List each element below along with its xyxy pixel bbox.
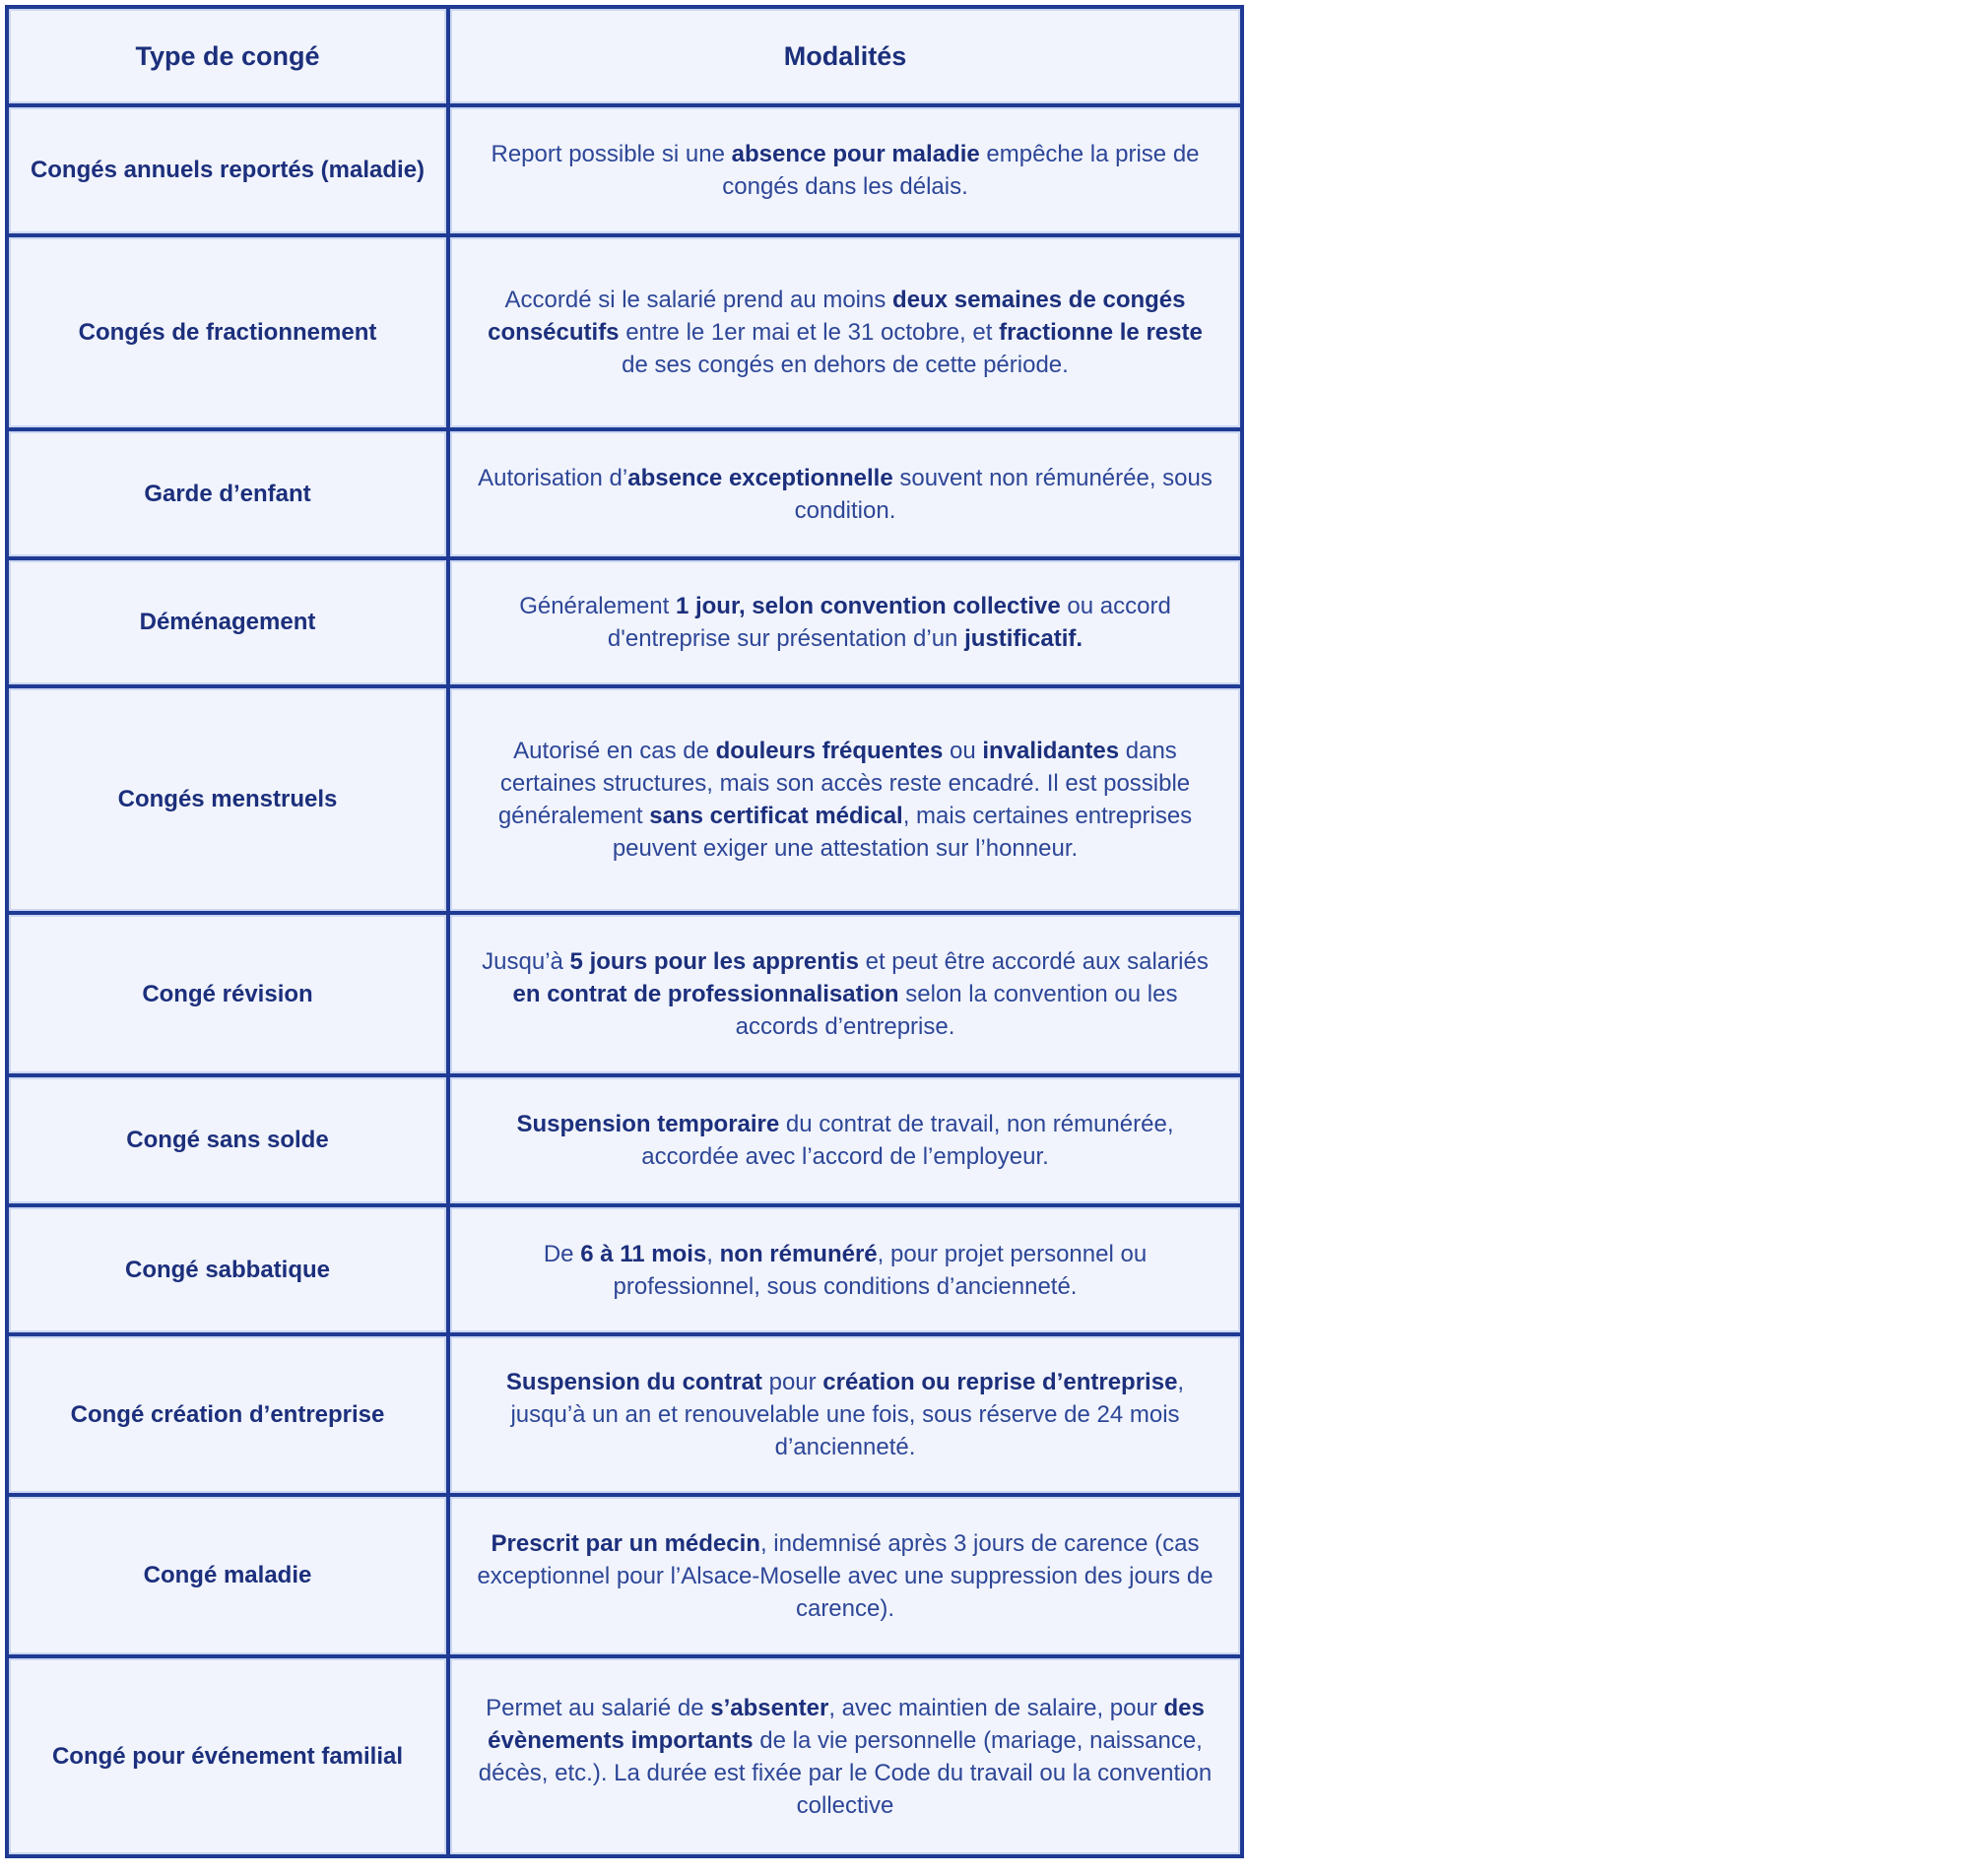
modalites-bold-segment: création ou reprise d’entreprise — [822, 1369, 1178, 1395]
modalites-segment: de la vie personnelle (mariage, naissance, décès, etc.). La durée est fixée par le Code du travail ou la convention collective — [478, 1726, 1213, 1819]
modalites-segment: , avec maintien de salaire, pour — [828, 1694, 1164, 1721]
modalites-cell — [450, 431, 1240, 556]
modalites-text — [472, 462, 1218, 527]
type-cell: Déménagement — [9, 560, 446, 684]
modalites-segment: Autorisé en cas de — [513, 738, 716, 764]
modalites-segment: , indemnisé après 3 jours de carence (cas exceptionnel pour l’Alsace-Moselle avec une suppression des jours de carence). — [477, 1529, 1214, 1622]
modalites-cell — [450, 1658, 1240, 1854]
modalites-bold-segment: douleurs fréquentes — [715, 738, 944, 764]
type-cell: Congé sans solde — [9, 1077, 446, 1203]
modalites-bold-segment: 6 à 11 mois — [580, 1240, 707, 1267]
modalites-cell — [450, 915, 1240, 1073]
modalites-text — [472, 735, 1218, 865]
modalites-bold-segment: absence pour maladie — [731, 141, 980, 167]
type-cell: Garde d’enfant — [9, 431, 446, 556]
modalites-text — [472, 590, 1218, 655]
leave-types-table — [5, 5, 1244, 1858]
modalites-text — [472, 1238, 1218, 1303]
modalites-bold-segment: 5 jours pour les apprentis — [569, 948, 859, 975]
modalites-segment: , mais certaines entreprises peuvent exiger une attestation sur l’honneur. — [612, 803, 1193, 862]
type-cell: Congés menstruels — [9, 688, 446, 911]
modalites-bold-segment: deux semaines de congés consécutifs — [488, 287, 1186, 346]
modalites-segment: selon la convention ou les accords d’entreprise. — [735, 981, 1178, 1040]
modalites-segment: , jusqu’à un an et renouvelable une fois, sous réserve de 24 mois d’ancienneté. — [510, 1369, 1185, 1460]
modalites-bold-segment: des évènements importants — [488, 1694, 1205, 1754]
modalites-cell — [450, 237, 1240, 427]
modalites-bold-segment: Prescrit par un médecin — [491, 1529, 760, 1557]
modalites-segment: de ses congés en dehors de cette période. — [622, 352, 1069, 378]
header-type-de-conge: Type de congé — [9, 9, 446, 103]
modalites-bold-segment: fractionne le reste — [999, 319, 1203, 346]
modalites-cell — [450, 560, 1240, 684]
modalites-bold-segment: absence exceptionnelle — [627, 464, 893, 491]
modalites-segment: De — [543, 1240, 581, 1267]
modalites-segment: empêche la prise de congés dans les délais. — [722, 141, 1200, 200]
modalites-bold-segment: s’absenter — [710, 1694, 829, 1721]
modalites-bold-segment: 1 jour, selon convention collective — [675, 593, 1061, 619]
modalites-bold-segment: invalidantes — [982, 738, 1120, 764]
type-cell: Congé création d’entreprise — [9, 1336, 446, 1493]
modalites-segment: ou accord d'entreprise sur présentation d’un — [607, 593, 1171, 652]
modalites-cell — [450, 1207, 1240, 1332]
modalites-segment: du contrat de travail, non rémunérée, accordée avec l’accord de l’employeur. — [641, 1111, 1174, 1170]
type-cell: Congés de fractionnement — [9, 237, 446, 427]
modalites-segment: Autorisation d’ — [478, 464, 628, 491]
type-cell: Congés annuels reportés (maladie) — [9, 107, 446, 233]
modalites-cell — [450, 1336, 1240, 1493]
modalites-bold-segment: non rémunéré — [719, 1240, 878, 1267]
modalites-bold-segment: Suspension temporaire — [516, 1111, 780, 1137]
modalites-segment: Accordé si le salarié prend au moins — [504, 287, 893, 313]
modalites-segment: , pour projet personnel ou professionnel, sous conditions d’ancienneté. — [613, 1240, 1148, 1300]
modalites-segment: et peut être accordé aux salariés — [858, 948, 1209, 975]
type-cell: Congé sabbatique — [9, 1207, 446, 1332]
type-cell: Congé maladie — [9, 1497, 446, 1654]
modalites-segment: Report possible si une — [491, 141, 732, 167]
modalites-cell — [450, 1077, 1240, 1203]
modalites-bold-segment: Suspension du contrat — [505, 1369, 762, 1395]
modalites-cell — [450, 107, 1240, 233]
modalites-text — [472, 1108, 1218, 1173]
modalites-segment: Permet au salarié de — [486, 1694, 711, 1721]
modalites-text — [472, 1366, 1218, 1463]
modalites-segment: ou — [943, 738, 983, 764]
modalites-segment: entre le 1er mai et le 31 octobre, et — [619, 319, 1000, 346]
modalites-text — [472, 138, 1218, 203]
modalites-text — [472, 945, 1218, 1043]
modalites-cell — [450, 688, 1240, 911]
modalites-segment: , — [706, 1240, 720, 1267]
type-cell: Congé pour événement familial — [9, 1658, 446, 1854]
modalites-segment: dans certaines structures, mais son accès reste encadré. Il est possible généralement — [497, 738, 1191, 829]
modalites-bold-segment: justificatif. — [964, 625, 1084, 652]
modalites-bold-segment: en contrat de professionnalisation — [512, 981, 899, 1007]
modalites-segment: Généralement — [519, 593, 676, 619]
modalites-text — [472, 1527, 1218, 1625]
modalites-segment: pour — [761, 1369, 823, 1395]
header-modalites: Modalités — [450, 9, 1240, 103]
type-cell: Congé révision — [9, 915, 446, 1073]
modalites-bold-segment: sans certificat médical — [649, 803, 903, 829]
modalites-segment: souvent non rémunérée, sous condition. — [794, 464, 1213, 524]
modalites-cell — [450, 1497, 1240, 1654]
modalites-segment: Jusqu’à — [482, 948, 570, 975]
modalites-text — [472, 1692, 1218, 1822]
modalites-text — [472, 284, 1218, 381]
